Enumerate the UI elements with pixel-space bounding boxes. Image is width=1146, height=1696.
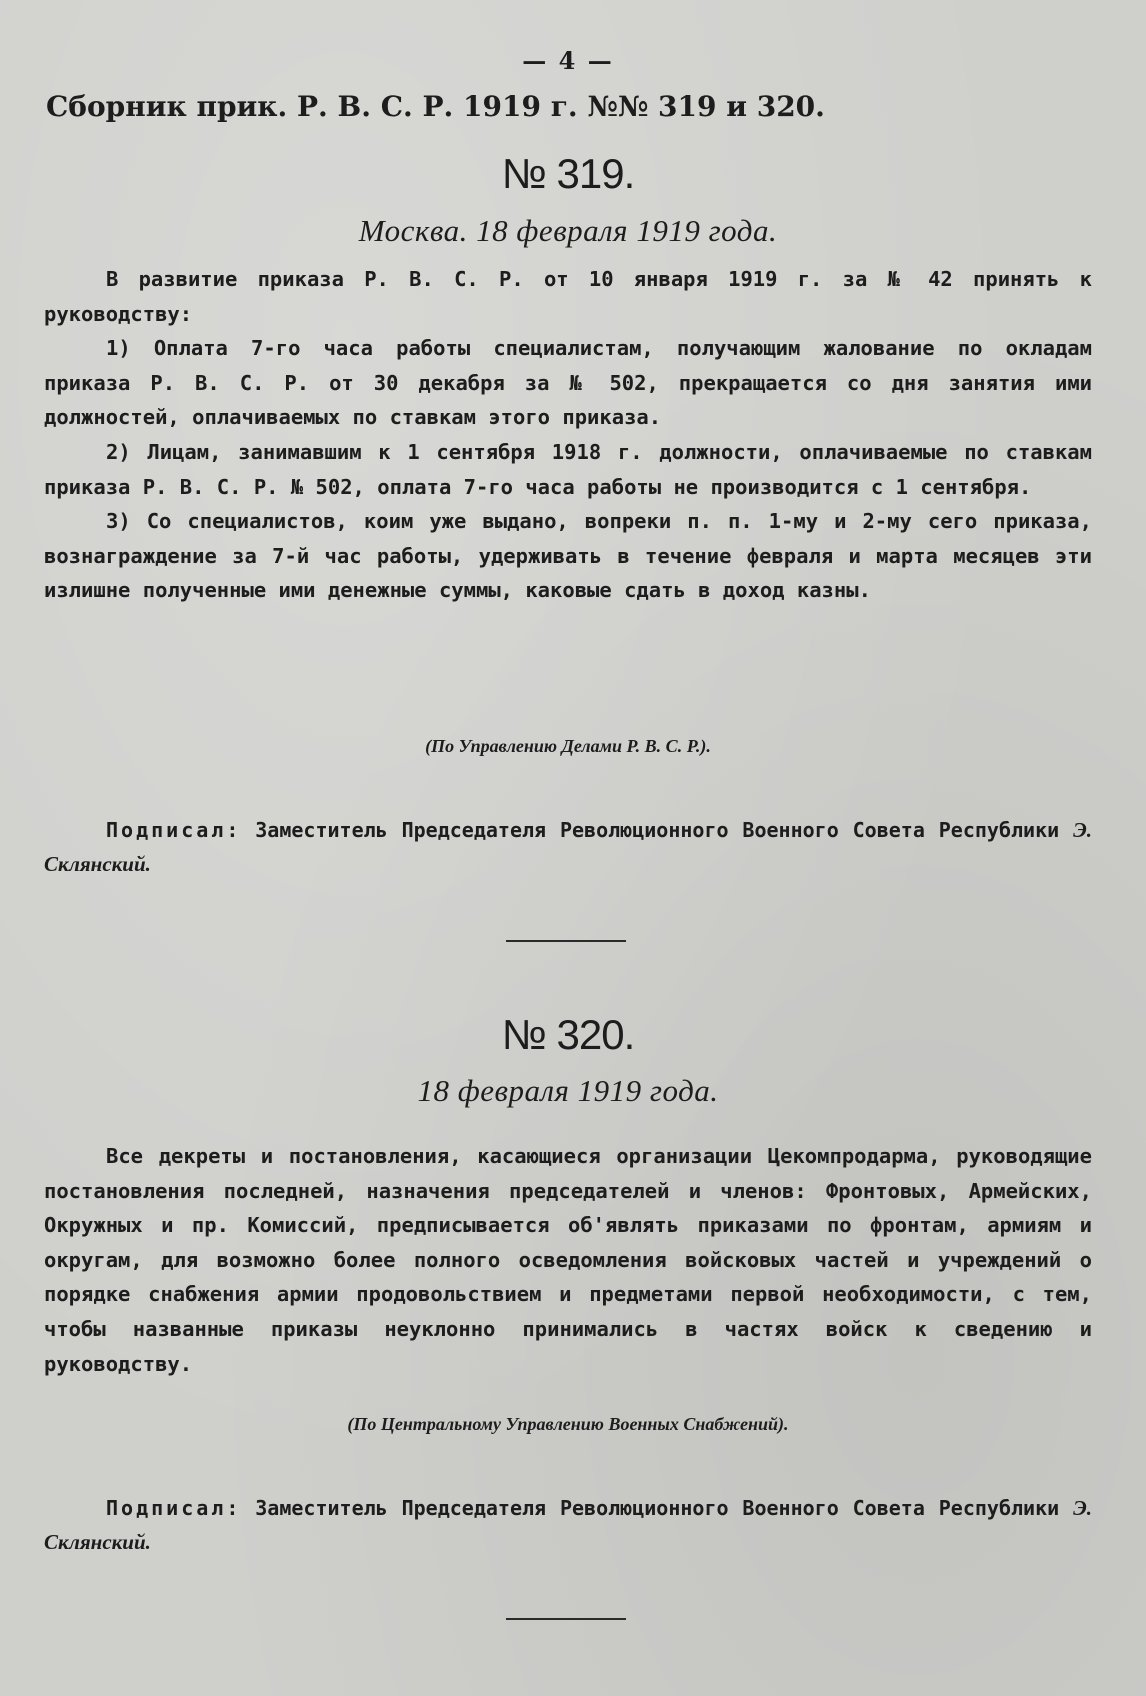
section-divider xyxy=(506,940,626,942)
signature-label: Подписал: xyxy=(106,818,242,842)
signature-label: Подписал: xyxy=(106,1496,242,1520)
order-319-body xyxy=(44,262,1092,608)
signature-name: Э. Склянский. xyxy=(44,1496,1092,1554)
order-319-place-date: Москва. 18 февраля 1919 года. xyxy=(358,213,778,248)
running-head: Сборник прик. Р. В. С. Р. 1919 г. №№ 319 и 320. xyxy=(46,90,825,123)
order-319-paragraph: 1) Оплата 7-го часа работы специалистам, получающим жалование по окладам приказа Р. В. С. Р. от 30 декабря за № 502, прекращается со дня занятия ими должностей, оплачиваемых по ставкам этого приказа. xyxy=(44,336,1092,430)
order-320-paragraph: Все декреты и постановления, касающиеся организации Цекомпродарма, руководящие постановления последней, назначения председателей и членов: Фронтовых, Армейских, Окружных и пр. Комиссий, предписывается об'являть приказами по фронтам, армиям и округам, для возможно более полного осведомления войсковых частей и учреждений о порядке снабжения армии продовольствием и предметами первой необходимости, с тем, чтобы названные приказы неуклонно принимались в частях войск к сведению и руководству. xyxy=(44,1144,1092,1376)
signature-text: Заместитель Председателя Революционного Военного Совета Республики xyxy=(255,1496,1060,1520)
order-320-number: № 320. xyxy=(501,1011,635,1058)
signature-text: Заместитель Председателя Революционного Военного Совета Республики xyxy=(255,818,1060,842)
page-number: — 4 — xyxy=(522,46,614,75)
order-319-paragraph: В развитие приказа Р. В. С. Р. от 10 января 1919 г. за № 42 принять к руководству: xyxy=(44,267,1092,326)
order-319-paragraph: 2) Лицам, занимавшим к 1 сентября 1918 г. должности, оплачиваемые по ставкам приказа Р. В. С. Р. № 502, оплата 7-го часа работы не производится с 1 сентября. xyxy=(44,439,1092,499)
order-320-place-date: 18 февраля 1919 года. xyxy=(417,1073,719,1108)
order-319-paragraph: 3) Со специалистов, коим уже выдано, вопреки п. п. 1-му и 2-му сего приказа, вознаграждение за 7-й час работы, удерживать в течение февраля и марта месяцев эти излишне полученные ими денежные суммы, каковые сдать в доход казны. xyxy=(44,509,1092,603)
section-divider xyxy=(506,1618,626,1620)
order-319-source: (По Управлению Делами Р. В. С. Р.). xyxy=(425,736,711,756)
order-320-signature xyxy=(44,1491,1092,1559)
order-320-body xyxy=(44,1139,1092,1381)
signature-name: Э. Склянский. xyxy=(44,818,1092,876)
order-320-source: (По Центральному Управлению Военных Снабжений). xyxy=(347,1414,789,1434)
order-319-signature xyxy=(44,813,1092,881)
order-319-number: № 319. xyxy=(501,150,635,197)
